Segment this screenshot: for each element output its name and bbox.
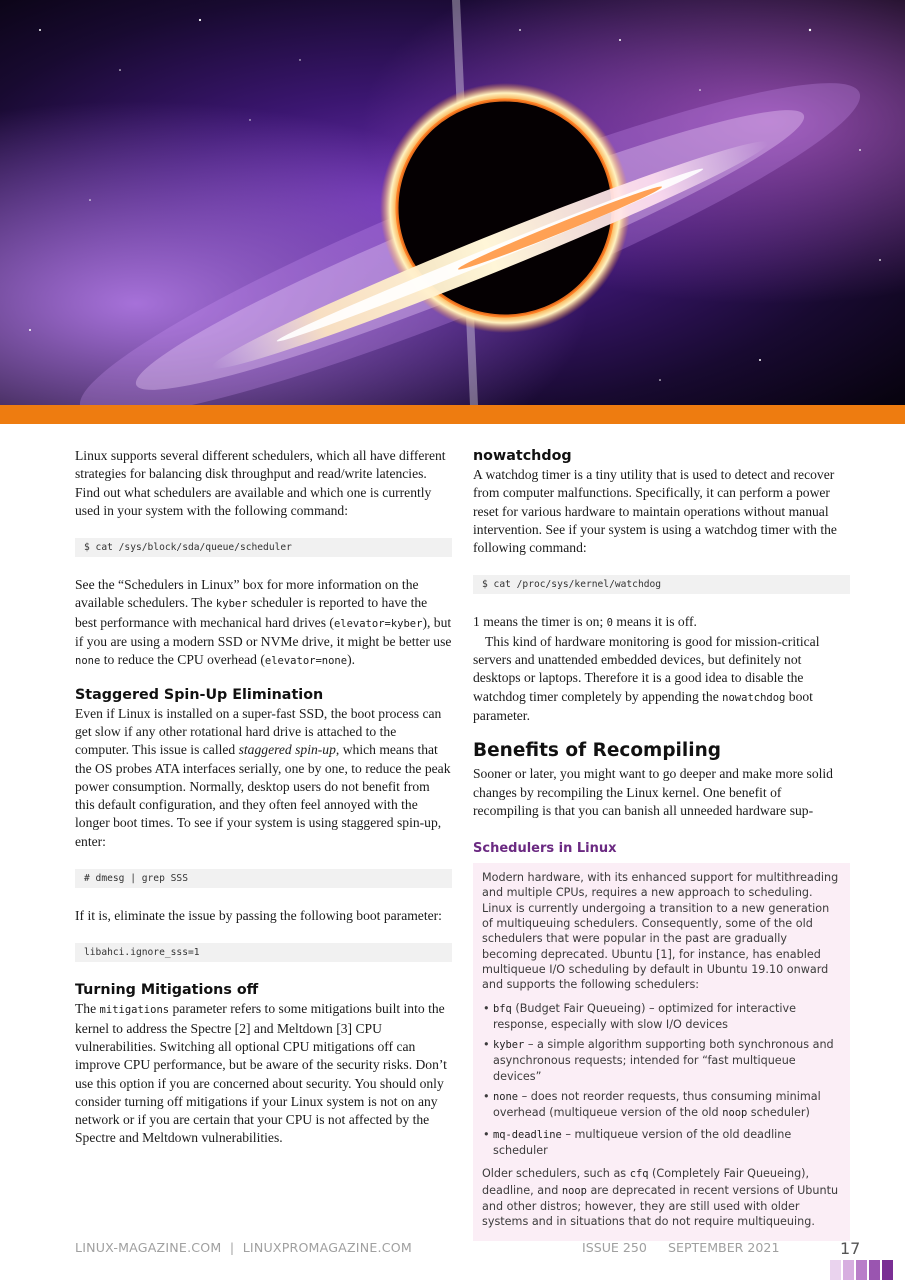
list-item: • kyber – a simple algorithm supporting both synchronous and asynchronous requests; intended for “fast multiqueue devices” — [482, 1037, 841, 1084]
scheduler-paragraph: See the “Schedulers in Linux” box for more information on the available schedulers. The kyber scheduler is reported to have the best performance with mechanical hard drives (elevator=kyber), but if you are using a modern SSD or NVMe drive, it might be better use none to reduce the CPU overhead (elevator=none). — [75, 577, 452, 668]
footer-site-links: LINUX-MAGAZINE.COM | LINUXPROMAGAZINE.COM — [75, 1240, 412, 1255]
hero-image — [0, 0, 905, 405]
boot-parameter-paragraph: If it is, eliminate the issue by passing the following boot parameter: — [75, 908, 442, 924]
list-item: • none – does not reorder requests, thus consuming minimal overhead (multiqueue version of the old noop scheduler) — [482, 1089, 841, 1122]
schedulers-sidebar-box — [473, 863, 850, 1241]
black-hole-illustration — [0, 0, 905, 405]
page-footer — [75, 1240, 905, 1260]
recompiling-paragraph: Sooner or later, you might want to go deeper and make more solid changes by recompiling the Linux kernel. One benefit of recompiling is that you can banish all unneeded hardware sup- — [473, 766, 833, 818]
left-column — [75, 447, 452, 1148]
heading-staggered: Staggered Spin-Up Elimination — [75, 686, 324, 703]
list-item: • bfq (Budget Fair Queueing) – optimized for interactive response, especially with slow I/O devices — [482, 1001, 841, 1033]
code-watchdog: $ cat /proc/sys/kernel/watchdog — [473, 575, 850, 594]
code-libahci: libahci.ignore_sss=1 — [75, 943, 452, 962]
footer-issue: ISSUE 250 — [582, 1240, 647, 1255]
intro-paragraph: Linux supports several different schedulers, which all have different strategies for balancing disk throughput and read/write latencies. Find out what schedulers are available and which one is currently used in your system with the following command: — [75, 448, 446, 518]
staggered-paragraph: Even if Linux is installed on a super-fast SSD, the boot process can get slow if any other rotational hard drive is attached to the computer. This issue is called staggered spin-up, which means that the OS probes ATA interfaces serially, one by one, to reduce the peak power consumption. Normally, desktop users do not benefit from this default configuration, and they often feel annoyed with the longer boot times. To see if your system is using staggered spin-up, enter: — [75, 705, 451, 849]
watchdog-paragraph: A watchdog timer is a tiny utility that is used to detect and recover from computer malfunctions. Specifically, it can perform a power reset for various hardware to maintain operations without manual intervention. See if your system is using a watchdog timer with the following command: — [473, 467, 837, 556]
page-number: 17 — [840, 1239, 861, 1258]
heading-nowatchdog: nowatchdog — [473, 448, 572, 464]
section-divider-bar — [0, 405, 905, 424]
footer-date: SEPTEMBER 2021 — [668, 1240, 780, 1255]
sidebar-intro: Modern hardware, with its enhanced support for multithreading and multiple CPUs, requires a new approach to scheduling. Linux is currently undergoing a transition to a new generation of multiqueuing schedulers. Consequently, some of the old schedulers that were popular in the past are gradually becoming deprecated. Ubuntu [1], for instance, has enabled multiqueue I/O scheduling by default in Ubuntu 19.10 onward and supports the following schedulers: — [482, 871, 839, 992]
code-scheduler: $ cat /sys/block/sda/queue/scheduler — [75, 538, 452, 557]
list-item: • mq-deadline – multiqueue version of the old deadline scheduler — [482, 1127, 841, 1159]
right-column — [473, 447, 850, 1241]
mitigations-paragraph: The mitigations parameter refers to some mitigations built into the kernel to address the Spectre [2] and Meltdown [3] CPU vulnerabilities. Switching all optional CPU mitigations off can improve CPU performance, but be aware of the security risks. Don’t use this option if you are concerned about security. You should only consider turning off mitigations if your Linux system is not on any network or if you are certain that your CPU is not affected by the Spectre and Meltdown vulnerabilities. — [75, 1001, 447, 1146]
code-dmesg: # dmesg | grep SSS — [75, 869, 452, 888]
sidebar-outro: Older schedulers, such as cfq (Completely Fair Queueing), deadline, and noop are deprecated in recent versions of Ubuntu and other distros; however, they are still used with older systems and in situations that do not require multiqueuing. — [482, 1167, 839, 1229]
sidebar-box-title: Schedulers in Linux — [473, 841, 617, 857]
monitoring-paragraph: This kind of hardware monitoring is good for mission-critical servers and unattended embedded devices, but definitely not desktops or laptops. Therefore it is a good idea to disable the watchdog timer completely by appending the nowatchdog boot parameter. — [473, 633, 820, 723]
watchdog-values-paragraph: 1 means the timer is on; 0 means it is off. — [473, 614, 697, 630]
heading-mitigations: Turning Mitigations off — [75, 982, 259, 999]
scheduler-list — [482, 1001, 841, 1159]
heading-benefits: Benefits of Recompiling — [473, 740, 721, 762]
footer-decorative-squares — [830, 1260, 893, 1280]
